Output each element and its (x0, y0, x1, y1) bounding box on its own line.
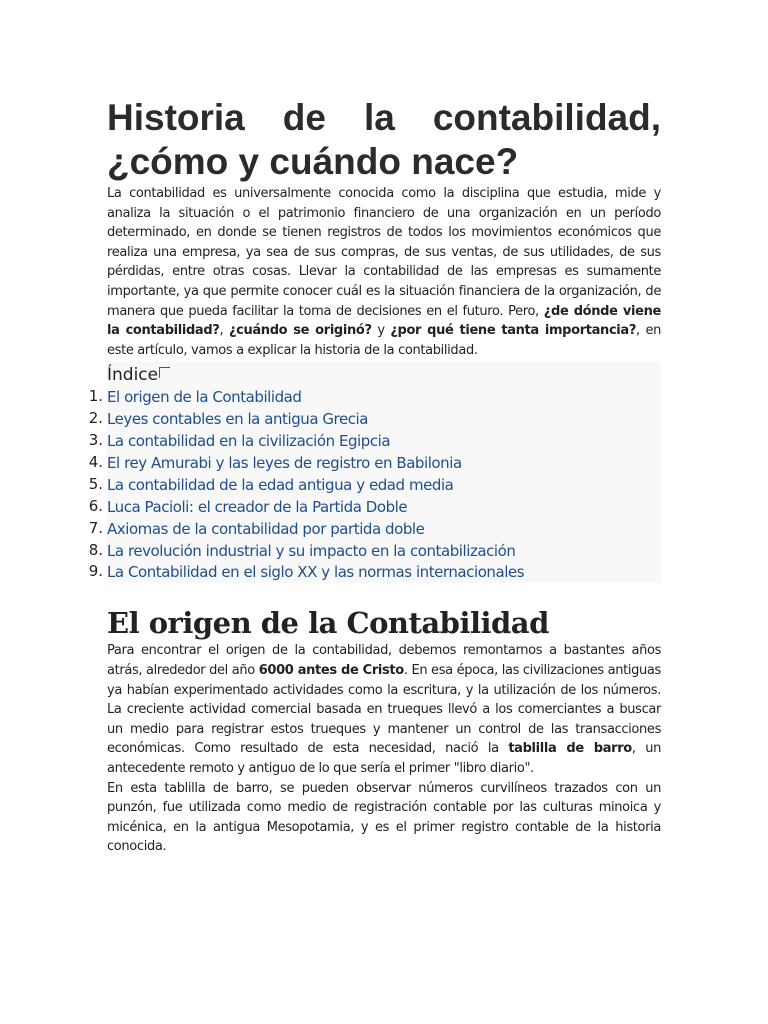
intro-bold-3: ¿por qué tiene tanta importancia? (390, 323, 637, 339)
toc-link-origen[interactable]: El origen de la Contabilidad (107, 388, 302, 407)
toc-link-edad-media[interactable]: La contabilidad de la edad antigua y edad media (107, 475, 454, 494)
intro-text-3: y (371, 323, 391, 339)
toc-item-number: 8. (88, 540, 103, 559)
toc-link-siglo-xx[interactable]: La Contabilidad en el siglo XX y las normas internacionales (107, 563, 525, 582)
toc-item-number: 5. (88, 474, 103, 493)
toc-item-number: 1. (88, 387, 103, 406)
toc-link-axiomas[interactable]: Axiomas de la contabilidad por partida doble (107, 519, 425, 538)
section-paragraph-2: En esta tablilla de barro, se pueden observar números curvilíneos trazados con un punzón, fue utilizada como medio de registración contable por las culturas minoica y micénica, en la antigua Mesopotamia, y es el primer registro contable de la historia conocida. (107, 780, 661, 855)
toc-link-grecia[interactable]: Leyes contables en la antigua Grecia (107, 410, 368, 429)
toc-header[interactable] (107, 364, 661, 386)
page-title: Historia de la contabilidad, ¿cómo y cuándo nace? (107, 97, 661, 182)
toc-item (88, 452, 661, 474)
toc-link-babilonia[interactable]: El rey Amurabi y las leyes de registro en Babilonia (107, 454, 462, 473)
toc-item (88, 540, 661, 562)
toc-item (88, 474, 661, 496)
toggle-corner-icon[interactable] (159, 367, 170, 378)
intro-bold-2: ¿cuándo se originó? (228, 323, 372, 339)
toc-item (88, 561, 661, 583)
toc-item-number: 7. (88, 518, 103, 537)
toc-link-egipto[interactable]: La contabilidad en la civilización Egipcia (107, 432, 391, 451)
toc-item (88, 518, 661, 540)
article (88, 96, 661, 857)
section-paragraph (107, 641, 661, 778)
toc-item (88, 386, 661, 408)
intro-text-1: La contabilidad es universalmente conocida como la disciplina que estudia, mide y analiza la situación o el patrimonio financiero de una organización en un período determinado, en donde se tienen registros de todos los movimientos económicos que realiza una empresa, ya sea de sus compras, de sus ventas, de sus utilidades, de sus pérdidas, entre otras cosas. Llevar la contabilidad de las empresas es sumamente importante, ya que permite conocer cuál es la situación financiera de la organización, de manera que pueda facilitar la toma de decisiones en el futuro. Pero, (107, 186, 661, 319)
toc-link-pacioli[interactable]: Luca Pacioli: el creador de la Partida Doble (107, 497, 408, 516)
toc-item-number: 3. (88, 431, 103, 450)
section-heading: El origen de la Contabilidad (107, 606, 549, 641)
toc-list (88, 386, 661, 583)
section-text-3: , un antecedente remoto y antiguo de lo que sería el primer "libro diario". (107, 741, 661, 776)
intro-paragraph (107, 184, 661, 360)
toc-item (88, 408, 661, 430)
toc-link-revolucion[interactable]: La revolución industrial y su impacto en la contabilización (107, 541, 516, 560)
toc-title: Índice (107, 365, 159, 386)
section-text-2: . En esa época, las civilizaciones antiguas ya habían experimentado actividades como la escritura, y la utilización de los números. La creciente actividad comercial basada en trueques llevó a los comerciantes a buscar un medio para registrar estos trueques y mantener un control de las transacciones económicas. Como resultado de esta necesidad, nació la (107, 662, 661, 757)
toc-item-number: 9. (88, 562, 103, 581)
section-bold-1: 6000 antes de Cristo (258, 662, 404, 678)
section-text-1: Para encontrar el origen de la contabilidad, debemos remontarnos a bastantes años atrás, alrededor del año (107, 643, 661, 678)
intro-text-4: , en este artículo, vamos a explicar la historia de la contabilidad. (107, 323, 661, 358)
toc-item (88, 430, 661, 452)
toc-item-number: 6. (88, 496, 103, 515)
intro-text-2: , (219, 323, 229, 339)
section-bold-2: tablilla de barro (508, 741, 632, 757)
toc-item-number: 4. (88, 453, 103, 472)
toc-item-number: 2. (88, 409, 103, 428)
intro-bold-1: ¿de dónde viene la contabilidad? (107, 303, 661, 339)
table-of-contents (88, 362, 661, 583)
toc-item (88, 496, 661, 518)
